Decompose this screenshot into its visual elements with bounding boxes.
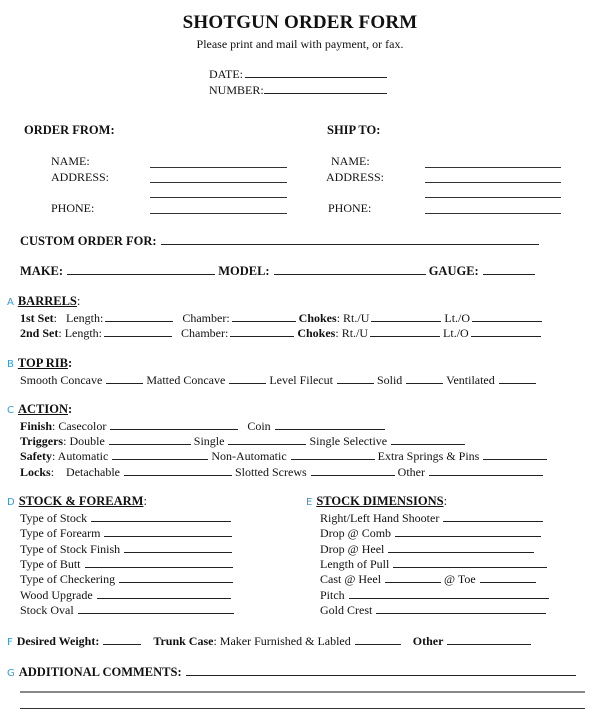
cast-heel-line[interactable] (385, 571, 441, 583)
f-other-label: Other (412, 634, 444, 648)
section-g-letter: G (7, 668, 15, 679)
single-label: Single (193, 434, 225, 448)
form-title: SHOTGUN ORDER FORM (182, 12, 418, 33)
lt-label: Lt./O (443, 326, 469, 340)
ship-to-name-line[interactable] (425, 167, 561, 168)
field-label: Stock Oval (20, 603, 74, 617)
type-of-stock-finish-line[interactable] (124, 541, 232, 553)
custom-order-line[interactable] (161, 233, 539, 245)
action-colon: : (68, 402, 73, 416)
field-label: Wood Upgrade (20, 588, 93, 602)
section-d-letter: D (7, 497, 15, 508)
order-from-name-line[interactable] (150, 167, 287, 168)
section-b-heading (7, 356, 72, 371)
f-other-line[interactable] (447, 633, 531, 645)
section-f-letter: F (7, 637, 13, 648)
action-triggers-row (20, 433, 465, 449)
stock-forearm-colon: : (143, 494, 147, 508)
non-automatic-label: Non-Automatic (211, 449, 287, 463)
stock-dimensions-title: STOCK DIMENSIONS (316, 494, 444, 508)
extra-springs-line[interactable] (483, 448, 547, 460)
set-1-chamber-line[interactable] (232, 310, 296, 322)
lt-label: Lt./O (444, 311, 471, 325)
chokes-label: Chokes (298, 311, 337, 325)
stock-forearm-title: STOCK & FOREARM (18, 494, 144, 508)
drop-comb-line[interactable] (395, 525, 541, 537)
comments-line-1[interactable] (186, 664, 576, 676)
automatic-label: : Automatic (52, 449, 109, 463)
section-a-heading (7, 294, 80, 309)
field-label: Length of Pull (320, 557, 390, 571)
field-label: Type of Butt (20, 557, 81, 571)
set-1-length-line[interactable] (105, 310, 173, 322)
field-label: Cast @ Heel (320, 572, 382, 586)
casecolor-line[interactable] (110, 418, 238, 430)
stock-field-wood-upgrade (20, 587, 231, 603)
number-line[interactable] (264, 82, 387, 94)
make-model-gauge-row (20, 263, 535, 279)
set-1-lt-line[interactable] (472, 310, 542, 322)
drop-heel-line[interactable] (388, 541, 534, 553)
additional-comments-label: ADDITIONAL COMMENTS: (18, 665, 182, 679)
detachable-label: : Detachable (50, 465, 120, 479)
custom-order-label: CUSTOM ORDER FOR: (20, 234, 157, 248)
single-selective-label: Single Selective (309, 434, 388, 448)
field-label: Drop @ Comb (320, 526, 392, 540)
coin-line[interactable] (275, 418, 385, 430)
date-line[interactable] (245, 66, 387, 78)
section-c-heading (7, 402, 72, 417)
ship-to-address-line-1[interactable] (425, 182, 561, 183)
stock-field-type-of-stock (20, 510, 231, 526)
action-title: ACTION (17, 402, 68, 416)
rib-level-filecut-label: Level Filecut (269, 373, 333, 387)
pitch-line[interactable] (349, 587, 549, 599)
barrels-colon: : (76, 294, 81, 308)
toe-label: @ Toe (444, 572, 476, 586)
date-field[interactable] (209, 66, 387, 82)
make-label: MAKE: (20, 264, 64, 278)
field-label: Type of Stock (20, 511, 88, 525)
section-b-letter: B (7, 359, 14, 370)
model-line[interactable] (274, 263, 426, 275)
section-c-letter: C (7, 405, 14, 416)
ship-to-heading: SHIP TO: (327, 123, 381, 137)
set-2-lt-line[interactable] (471, 325, 541, 337)
chamber-label: Chamber: (182, 311, 230, 325)
order-from-address-label: ADDRESS: (51, 170, 110, 184)
ship-to-phone-line[interactable] (425, 213, 561, 214)
order-from-phone-label: PHONE: (51, 201, 95, 215)
dim-field-length-of-pull (320, 556, 547, 572)
stock-dimensions-colon: : (443, 494, 448, 508)
section-e-heading (306, 494, 447, 509)
stock-field-type-of-butt (20, 556, 233, 572)
casecolor-label: : Casecolor (52, 419, 107, 433)
single-line[interactable] (228, 433, 306, 445)
type-of-checkering-line[interactable] (119, 571, 233, 583)
section-d-heading (7, 494, 147, 509)
field-label: Type of Stock Finish (20, 542, 121, 556)
set-1-label: 1st Set (20, 311, 54, 325)
action-safety-row (20, 448, 547, 464)
order-from-phone-line[interactable] (150, 213, 287, 214)
section-e-letter: E (306, 497, 313, 508)
dim-field-drop-comb (320, 525, 541, 541)
locks-label: Locks (20, 465, 51, 479)
set-2-length-line[interactable] (104, 325, 172, 337)
length-label: Length: (66, 311, 104, 325)
section-a-letter: A (7, 297, 14, 308)
ship-to-address-label: ADDRESS: (326, 170, 385, 184)
rib-solid-line[interactable] (406, 372, 443, 384)
order-from-address-line-1[interactable] (150, 182, 287, 183)
double-label: : Double (63, 434, 105, 448)
rt-label: : Rt./U (336, 311, 370, 325)
field-label: Right/Left Hand Shooter (320, 511, 440, 525)
trunk-case-line[interactable] (355, 633, 401, 645)
coin-label: Coin (247, 419, 271, 433)
order-from-name-label: NAME: (51, 154, 90, 168)
set-2-label: 2nd Set (20, 326, 59, 340)
stock-field-type-of-stock-finish (20, 541, 232, 557)
type-of-butt-line[interactable] (85, 556, 233, 568)
rib-level-filecut-line[interactable] (337, 372, 374, 384)
non-automatic-line[interactable] (291, 448, 375, 460)
rib-solid-label: Solid (376, 373, 403, 387)
stock-oval-line[interactable] (78, 602, 234, 614)
type-of-stock-line[interactable] (91, 510, 231, 522)
length-label: Length: (64, 326, 103, 340)
top-rib-title: TOP RIB (17, 356, 69, 370)
set-2-rt-line[interactable] (370, 325, 440, 337)
section-f-row (7, 633, 531, 649)
field-label: Type of Forearm (20, 526, 101, 540)
set-1-rt-line[interactable] (371, 310, 441, 322)
length-of-pull-line[interactable] (393, 556, 547, 568)
automatic-line[interactable] (112, 448, 208, 460)
field-label: Gold Crest (320, 603, 373, 617)
top-rib-options (20, 372, 536, 388)
rt-label: : Rt./U (335, 326, 369, 340)
single-selective-line[interactable] (391, 433, 465, 445)
detachable-line[interactable] (124, 464, 232, 476)
gold-crest-line[interactable] (376, 602, 546, 614)
double-line[interactable] (109, 433, 191, 445)
barrels-title: BARRELS (17, 294, 77, 308)
rib-ventilated-label: Ventilated (446, 373, 495, 387)
stock-field-type-of-forearm (20, 525, 232, 541)
finish-label: Finish (20, 419, 53, 433)
number-label: NUMBER: (209, 83, 264, 97)
model-label: MODEL: (218, 264, 270, 278)
comments-line-2[interactable] (20, 691, 585, 693)
rib-ventilated-line[interactable] (499, 372, 536, 384)
field-label: Type of Checkering (20, 572, 116, 586)
set-2-chamber-line[interactable] (230, 325, 294, 337)
comments-line-3[interactable] (20, 708, 585, 709)
locks-other-line[interactable] (429, 464, 543, 476)
dim-field-gold-crest (320, 602, 546, 618)
stock-field-stock-oval (20, 602, 234, 618)
ship-to-name-label: NAME: (331, 154, 370, 168)
order-from-address-line-2[interactable] (150, 197, 287, 198)
field-label: Pitch (320, 588, 345, 602)
barrels-row-2: 2nd Set: Length: Chamber: Chokes: Rt./U Lt./O (20, 325, 541, 341)
form-subtitle: Please print and mail with payment, or fax. (196, 37, 404, 51)
trunk-case-label: Trunk Case (153, 634, 214, 648)
rib-smooth-concave-label: Smooth Concave (20, 373, 103, 387)
rib-matted-concave-label: Matted Concave (146, 373, 226, 387)
section-g-row (7, 664, 576, 680)
make-line[interactable] (67, 263, 215, 275)
extra-springs-label: Extra Springs & Pins (377, 449, 480, 463)
cast-toe-line[interactable] (480, 571, 536, 583)
chokes-label: Chokes (297, 326, 336, 340)
dim-field-drop-heel (320, 541, 534, 557)
order-from-heading: ORDER FROM: (24, 123, 115, 137)
top-rib-colon: : (68, 356, 73, 370)
wood-upgrade-line[interactable] (97, 587, 231, 599)
stock-field-type-of-checkering (20, 571, 233, 587)
number-field[interactable] (209, 82, 387, 98)
dim-field-pitch (320, 587, 549, 603)
safety-label: Safety (20, 449, 52, 463)
dim-field-cast (320, 571, 536, 587)
rib-smooth-concave-line[interactable] (106, 372, 143, 384)
action-locks-row (20, 464, 543, 480)
trunk-case-detail: : Maker Furnished & Labled (213, 634, 351, 648)
gauge-line[interactable] (483, 263, 535, 275)
hand-shooter-line[interactable] (443, 510, 543, 522)
triggers-label: Triggers (20, 434, 64, 448)
gauge-label: GAUGE: (428, 264, 479, 278)
rib-matted-concave-line[interactable] (229, 372, 266, 384)
type-of-forearm-line[interactable] (104, 525, 232, 537)
desired-weight-line[interactable] (103, 633, 141, 645)
ship-to-address-line-2[interactable] (425, 197, 561, 198)
slotted-screws-line[interactable] (311, 464, 395, 476)
slotted-screws-label: Slotted Screws (235, 465, 307, 479)
desired-weight-label: Desired Weight: (16, 634, 100, 648)
locks-other-label: Other (397, 465, 425, 479)
ship-to-phone-label: PHONE: (328, 201, 372, 215)
chamber-label: Chamber: (181, 326, 229, 340)
custom-order-field[interactable] (20, 233, 539, 249)
date-label: DATE: (209, 67, 243, 81)
field-label: Drop @ Heel (320, 542, 385, 556)
barrels-row-1: 1st Set: Length: Chamber: Chokes: Rt./U Lt./O (20, 310, 542, 326)
action-finish-row (20, 418, 385, 434)
dim-field-hand-shooter (320, 510, 543, 526)
